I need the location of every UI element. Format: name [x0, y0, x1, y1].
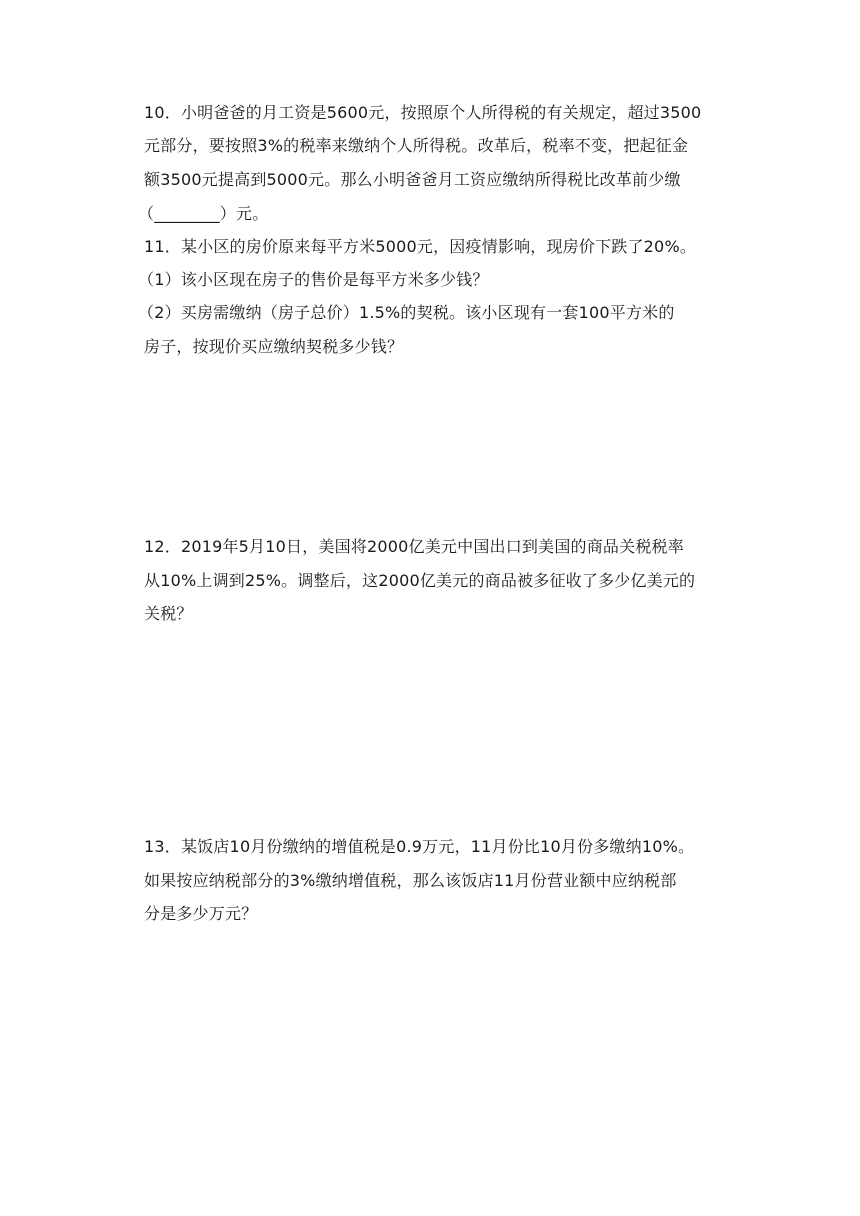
question-13-line-2: 如果按应纳税部分的3%缴纳增值税，那么该饭店11月份营业额中应纳税部 — [144, 871, 677, 890]
question-10-line-2: 元部分，要按照3%的税率来缴纳个人所得税。改革后，税率不变，把起征金 — [144, 136, 689, 155]
question-11-sub-2-line-1: （2）买房需缴纳（房子总价）1.5%的契税。该小区现有一套100平方米的 — [138, 303, 675, 322]
question-12-line-2: 从10%上调到25%。调整后，这2000亿美元的商品被多征收了多少亿美元的 — [144, 571, 696, 590]
question-13-line-1: 13．某饭店10月份缴纳的增值税是0.9万元，11月份比10月份多缴纳10%。 — [144, 837, 695, 856]
question-11-line-1: 11．某小区的房价原来每平方米5000元，因疫情影响，现房价下跌了20%。 — [144, 237, 697, 256]
question-10-line-3: 额3500元提高到5000元。那么小明爸爸月工资应缴纳所得税比改革前少缴 — [144, 170, 681, 189]
question-10-line-1: 10．小明爸爸的月工资是5600元，按照原个人所得税的有关规定，超过3500 — [144, 103, 702, 122]
question-11-sub-2-line-2: 房子，按现价买应缴纳契税多少钱？ — [144, 337, 404, 356]
question-12-line-3: 关税？ — [144, 604, 193, 623]
question-10-answer-blank: （________）元。 — [138, 204, 269, 223]
question-11-sub-1: （1）该小区现在房子的售价是每平方米多少钱？ — [138, 270, 489, 289]
question-13-line-3: 分是多少万元？ — [144, 904, 258, 923]
question-12-line-1: 12．2019年5月10日，美国将2000亿美元中国出口到美国的商品关税税率 — [144, 537, 684, 556]
